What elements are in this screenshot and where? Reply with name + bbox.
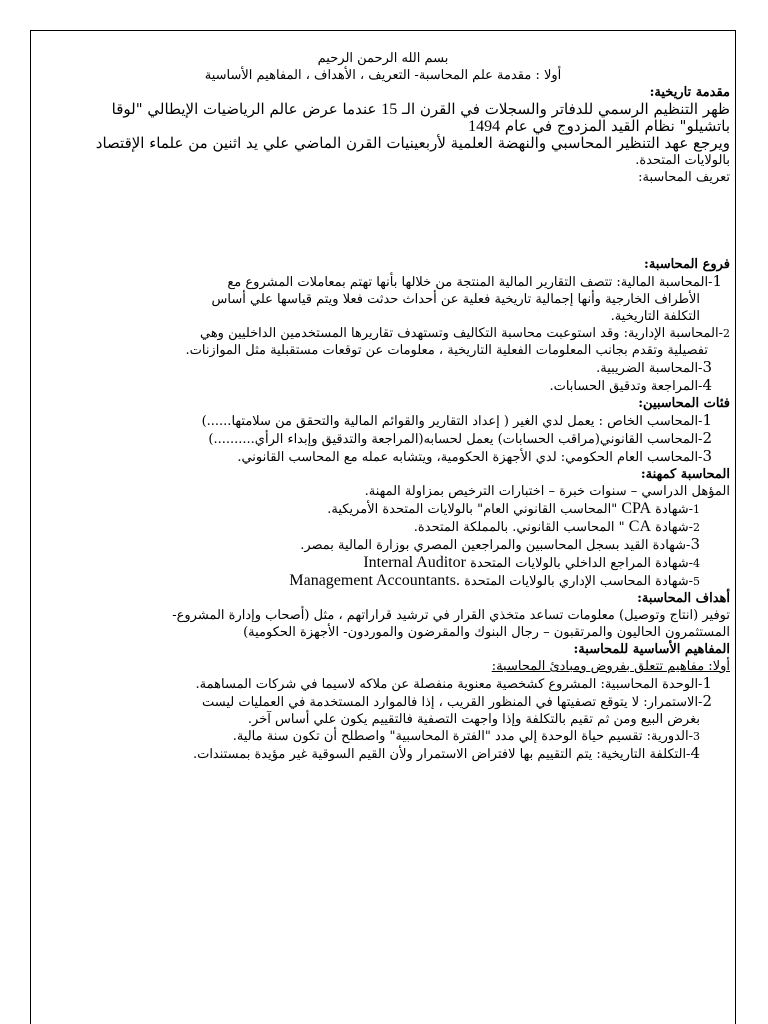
branch-4: 4-المراجعة وتدقيق الحسابات. — [549, 376, 712, 394]
definition-heading: تعريف المحاسبة: — [638, 170, 730, 185]
branch-2-line-2: تفصيلية وتقدم بجانب المعلومات الفعلية التاريخية ، معلومات عن توقعات مستقبلية مثل الموازنات. — [185, 343, 708, 358]
profession-1: 1-شهادة CPA "المحاسب القانوني العام" بالولايات المتحدة الأمريكية. — [327, 500, 700, 517]
history-line-3: ويرجع عهد التنظير المحاسبي والنهضة العلمية لأربعينيات القرن الماضي علي يد اثنين من علماء الإقتصاد — [95, 134, 730, 152]
goals-heading: أهداف المحاسبة: — [637, 591, 730, 606]
branch-1-line-3: التكلفة التاريخية. — [610, 309, 700, 324]
document-title: أولا : مقدمة علم المحاسبة- التعريف ، الأهداف ، المفاهيم الأساسية — [204, 68, 562, 83]
profession-2: 2-شهادة CA " المحاسب القانوني. بالمملكة المتحدة. — [413, 518, 700, 535]
concept-3: 3-الدورية: تقسيم حياة الوحدة إلي مدد "الفترة المحاسبية" واصطلح أن تكون سنة مالية. — [232, 729, 700, 744]
profession-5: 5-شهادة المحاسب الإداري بالولايات المتحدة Management Accountants. — [289, 572, 700, 589]
category-1: 1-المحاسب الخاص : يعمل لدي الغير ( إعداد التقارير والقوائم المالية والتحقق من سلامتها......) — [201, 411, 712, 429]
profession-intro: المؤهل الدراسي – سنوات خبرة – اختبارات الترخيص بمزاولة المهنة. — [364, 484, 730, 499]
profession-4: 4-شهادة المراجع الداخلي بالولايات المتحدة Internal Auditor — [363, 554, 700, 571]
branch-1-line-2: الأطراف الخارجية وأنها إجمالية تاريخية فعلية عن أحداث حدثت فعلا ويتم قياسها علي أساس — [211, 292, 700, 307]
concept-1: 1-الوحدة المحاسبية: المشروع كشخصية معنوية منفصلة عن ملاكه لاسيما في شركات المساهمة. — [195, 674, 712, 692]
basmala: بسم الله الرحمن الرحيم — [317, 51, 449, 66]
history-line-2: باتشيلو" نظام القيد المزدوج في عام 1494 — [468, 117, 730, 135]
category-2: 2-المحاسب القانوني(مراقب الحسابات) يعمل لحسابه(المراجعة والتدقيق وإبداء الرأي..........) — [208, 429, 712, 447]
branch-3: 3-المحاسبة الضريبية. — [596, 358, 712, 376]
concepts-subheading: أولا: مفاهيم تتعلق بفروض ومبادئ المحاسبة: — [491, 659, 730, 674]
history-heading: مقدمة تاريخية: — [649, 85, 730, 100]
concepts-heading: المفاهيم الأساسية للمحاسبة: — [573, 642, 730, 657]
history-line-1: ظهر التنظيم الرسمي للدفاتر والسجلات في القرن الـ 15 عندما عرض عالم الرياضيات الإيطالي "لوقا — [111, 100, 730, 118]
concept-4: 4-التكلفة التاريخية: يتم التقييم بها لافتراض الاستمرار ولأن القيم السوقية غير مؤيدة بمستندات. — [192, 744, 700, 762]
categories-heading: فئات المحاسبين: — [638, 396, 730, 411]
document-body — [36, 50, 730, 763]
blank-space — [36, 186, 730, 256]
concept-2-line-1: 2-الاستمرار: لا يتوقع تصفيتها في المنظور القريب ، إذا فالموارد المستخدمة في العمليات ليست — [201, 692, 712, 710]
branch-1-line-1: 1-المحاسبة المالية: تتصف التقارير المالية المنتجة من خلالها بأنها تهتم بمعاملات المشروع مع — [227, 272, 722, 290]
branches-heading: فروع المحاسبة: — [644, 257, 730, 272]
category-3: 3-المحاسب العام الحكومي: لدي الأجهزة الحكومية، ويتشابه عمله مع المحاسب القانوني. — [237, 447, 712, 465]
goals-line-2: المستثمرون الحاليون والمرتقبون – رجال البنوك والمقرضون والموردون- الأجهزة الحكومية) — [243, 625, 730, 640]
goals-line-1: توفير (انتاج وتوصيل) معلومات تساعد متخذي القرار في ترشيد قراراتهم ، مثل (أصحاب وإدارة المشروع- — [172, 608, 730, 623]
branch-2-line-1: 2-المحاسبة الإدارية: وقد استوعبت محاسبة التكاليف وتستهدف تقاريرها المستخدمين الداخليين وهي — [199, 326, 730, 341]
concept-2-line-2: بغرض البيع ومن ثم تقيم بالتكلفة وإذا واجهت التصفية فالتقييم يكون علي أساس آخر. — [247, 712, 700, 727]
history-line-4: بالولايات المتحدة. — [635, 153, 730, 168]
profession-heading: المحاسبة كمهنة: — [640, 467, 730, 482]
profession-3: 3-شهادة القيد بسجل المحاسبين والمراجعين المصري بوزارة المالية بمصر. — [300, 535, 700, 553]
